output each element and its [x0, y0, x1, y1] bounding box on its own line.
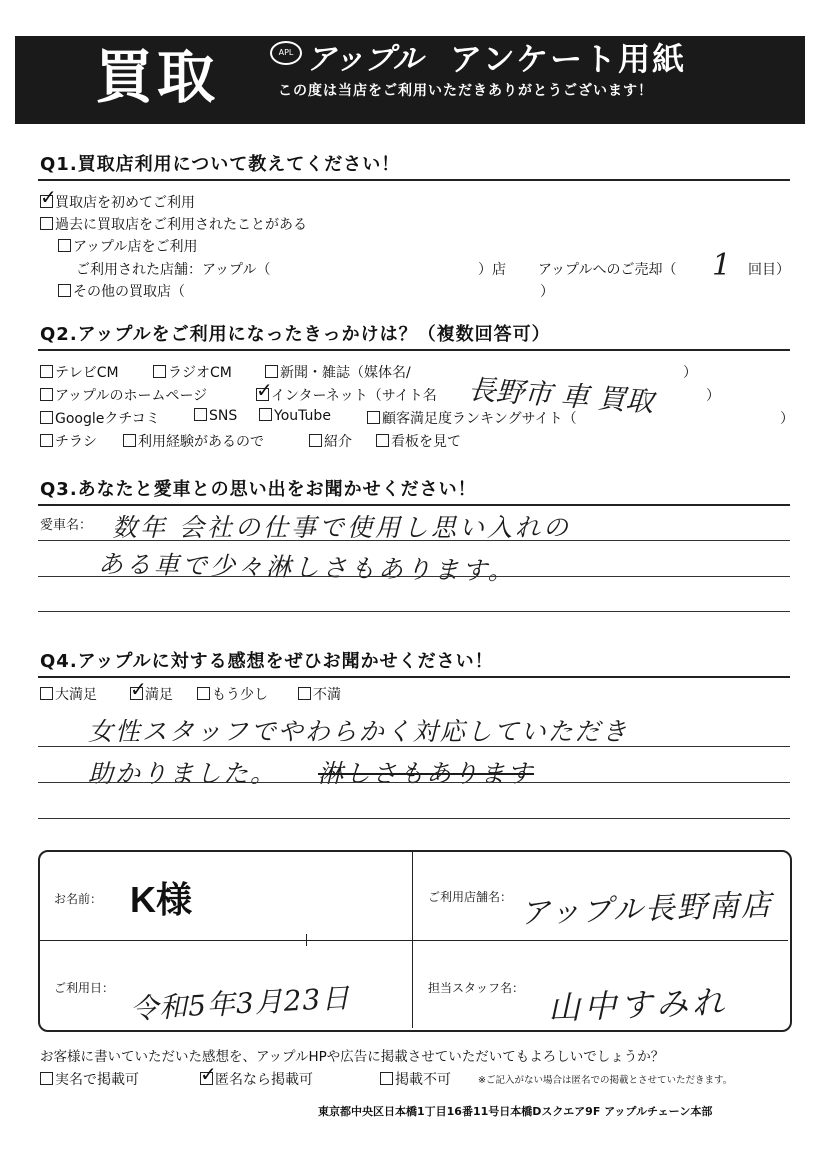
q2-option-radio[interactable]: [153, 362, 232, 382]
q2-option-google[interactable]: [40, 408, 160, 428]
q4-rule: [38, 676, 790, 678]
store-name-value[interactable]: アップル長野南店: [519, 887, 774, 932]
checkbox[interactable]: [194, 408, 207, 421]
publish-note: ※ご記入がない場合は匿名での掲載とさせていただきます。: [478, 1075, 733, 1086]
checkbox[interactable]: [40, 388, 53, 401]
q2-option-referral[interactable]: [309, 431, 352, 451]
checkbox[interactable]: [40, 434, 53, 447]
q4-title: Q4.アップルに対する感想をぜひお聞かせください！: [40, 651, 494, 672]
q1-option-apple[interactable]: [58, 236, 197, 256]
q1-count-value[interactable]: 1: [712, 248, 732, 283]
checkbox[interactable]: [153, 365, 166, 378]
q2-title: Q2.アップルをご利用になったきっかけは？（複数回答可）: [40, 324, 551, 345]
name-value[interactable]: K様: [130, 879, 192, 920]
q2-option-youtube[interactable]: [259, 408, 331, 424]
q2-option-signboard-label: 看板を見て: [391, 434, 461, 450]
q3-line-3: [38, 611, 790, 612]
q2-option-tv-label: テレビCM: [55, 365, 119, 381]
q2-option-internet[interactable]: [256, 378, 437, 405]
q1-option-other[interactable]: [58, 281, 185, 301]
checkbox[interactable]: [380, 1072, 393, 1085]
checkbox[interactable]: [58, 284, 71, 297]
check-mark-icon: ✓: [130, 677, 147, 701]
q4-option-bit-more[interactable]: [197, 684, 268, 704]
q2-close-2: ）: [706, 388, 720, 404]
q2-option-newspaper[interactable]: [265, 362, 411, 382]
store-name-label: ご利用店舗名：: [428, 890, 513, 904]
q1-option-other-label: その他の買取店（: [73, 284, 185, 300]
checkbox[interactable]: [40, 411, 53, 424]
q2-option-ranking[interactable]: [367, 408, 577, 428]
q1-store-suffix: ）店: [478, 262, 506, 278]
q4-line-2: [38, 782, 790, 783]
checkbox[interactable]: [197, 687, 210, 700]
q4-option-bit-more-label: もう少し: [212, 687, 268, 703]
q2-close-3: ）: [780, 411, 794, 427]
q2-option-tv[interactable]: [40, 362, 119, 382]
q1-option-first[interactable]: [40, 185, 195, 212]
publish-real-name[interactable]: [40, 1069, 139, 1089]
q2-option-signboard[interactable]: [376, 431, 461, 451]
check-mark-icon: ✓: [200, 1062, 217, 1086]
q3-car-label: 愛車名：: [40, 518, 93, 533]
checkbox[interactable]: [40, 1072, 53, 1085]
q3-title: Q3.あなたと愛車との思い出をお聞かせください！: [40, 479, 477, 500]
q4-line-3: [38, 818, 790, 819]
q3-rule: [38, 504, 790, 506]
q1-option-apple-label: アップル店をご利用: [73, 239, 198, 255]
checkbox[interactable]: [309, 434, 322, 447]
q1-title: Q1.買取店利用について教えてください！: [40, 154, 401, 175]
q2-rule: [38, 349, 790, 351]
checkbox[interactable]: [367, 411, 380, 424]
checkbox[interactable]: [58, 239, 71, 252]
checkbox[interactable]: [265, 365, 278, 378]
checkbox[interactable]: [259, 408, 272, 421]
publish-no[interactable]: [380, 1069, 451, 1089]
checkbox[interactable]: [256, 378, 273, 402]
q2-option-radio-label: ラジオCM: [168, 365, 232, 381]
checkbox[interactable]: [40, 217, 53, 230]
q3-line-2: [38, 576, 790, 577]
checkbox[interactable]: [123, 434, 136, 447]
apple-logo-icon: APL: [270, 41, 302, 65]
publish-anonymous[interactable]: [200, 1062, 313, 1089]
q4-option-satisfied-label: 満足: [145, 687, 173, 703]
publish-anonymous-label: 匿名なら掲載可: [215, 1072, 313, 1088]
q2-option-sns-label: SNS: [209, 408, 238, 424]
q2-internet-value[interactable]: 長野市 車 買取: [466, 372, 655, 419]
q2-option-youtube-label: YouTube: [274, 408, 331, 424]
header-logo: アップル: [306, 42, 423, 77]
name-label: お名前：: [54, 892, 103, 906]
q4-handwritten-line-1[interactable]: 女性スタッフでやわらかく対応していただき: [88, 717, 629, 746]
hq-address: 東京都中央区日本橋1丁目16番11号日本橋Dスクエア9F アップルチェーン本部: [318, 1105, 713, 1118]
q1-option-past-label: 過去に買取店をご利用されたことがある: [55, 217, 307, 233]
checkbox[interactable]: [200, 1062, 217, 1086]
q2-close-1: ）: [683, 365, 697, 381]
q1-option-past[interactable]: [40, 214, 307, 234]
staff-label: 担当スタッフ名：: [428, 981, 525, 995]
q1-rule: [38, 179, 790, 181]
q2-option-experience-label: 利用経験があるので: [138, 434, 264, 450]
q1-count-label: アップルへのご売却（: [538, 262, 677, 278]
q2-option-ranking-label: 顧客満足度ランキングサイト（: [382, 411, 577, 427]
q2-option-referral-label: 紹介: [324, 434, 352, 450]
q3-handwritten-line-2[interactable]: ある車で少々淋しさもあります。: [97, 549, 517, 586]
q4-option-very-label: 大満足: [55, 687, 97, 703]
header-kaitori: 買取: [95, 43, 220, 111]
checkbox[interactable]: [298, 687, 311, 700]
q1-other-suffix: ）: [540, 284, 554, 300]
checkbox[interactable]: [40, 365, 53, 378]
checkbox[interactable]: [40, 185, 57, 209]
staff-value[interactable]: 山中すみれ: [547, 982, 729, 1028]
q2-option-flyer[interactable]: [40, 431, 97, 451]
q2-option-google-label: Googleクチコミ: [55, 411, 160, 427]
checkbox[interactable]: [130, 677, 147, 701]
header-subtitle: この度は当店をご利用いただきありがとうございます！: [278, 83, 653, 99]
q2-option-homepage-label: アップルのホームページ: [55, 388, 208, 404]
q4-line-1: [38, 746, 790, 747]
checkbox[interactable]: [40, 687, 53, 700]
q4-handwritten-line-2[interactable]: 助かりました。: [88, 759, 278, 788]
q2-option-newspaper-label: 新聞・雑誌（媒体名/: [280, 365, 411, 381]
date-label: ご利用日：: [54, 981, 115, 995]
checkbox[interactable]: [376, 434, 389, 447]
info-divider-horizontal: [40, 940, 788, 941]
info-divider-tick: [306, 934, 307, 946]
q1-store-label: ご利用された店舗：アップル（: [76, 262, 271, 278]
q4-handwritten-struck: 淋しさもあります: [318, 759, 535, 788]
q3-line-1: [38, 540, 790, 541]
q1-count-suffix: 回目）: [748, 262, 790, 278]
publish-question: お客様に書いていただいた感想を、アップルHPや広告に掲載させていただいてもよろしいでしょうか？: [40, 1049, 665, 1065]
q4-option-unsatisfied[interactable]: [298, 684, 341, 704]
q4-option-unsatisfied-label: 不満: [313, 687, 341, 703]
q4-option-satisfied[interactable]: [130, 677, 173, 704]
q2-option-flyer-label: チラシ: [55, 434, 97, 450]
q2-option-internet-label: インターネット（サイト名: [271, 388, 437, 404]
header-title: アンケート用紙: [450, 40, 687, 78]
q2-option-sns[interactable]: [194, 408, 237, 424]
date-value[interactable]: 令和5年3月23日: [129, 981, 352, 1026]
check-mark-icon: ✓: [256, 378, 273, 402]
q1-option-first-label: 買取店を初めてご利用: [55, 195, 195, 211]
check-mark-icon: ✓: [40, 185, 57, 209]
publish-no-label: 掲載不可: [395, 1072, 451, 1088]
q2-option-experience[interactable]: [123, 431, 264, 451]
q4-option-very[interactable]: [40, 684, 97, 704]
q2-option-homepage[interactable]: [40, 385, 207, 405]
q3-handwritten-line-1[interactable]: 数年 会社の仕事で使用し思い入れの: [112, 513, 571, 542]
publish-real-name-label: 実名で掲載可: [55, 1072, 139, 1088]
